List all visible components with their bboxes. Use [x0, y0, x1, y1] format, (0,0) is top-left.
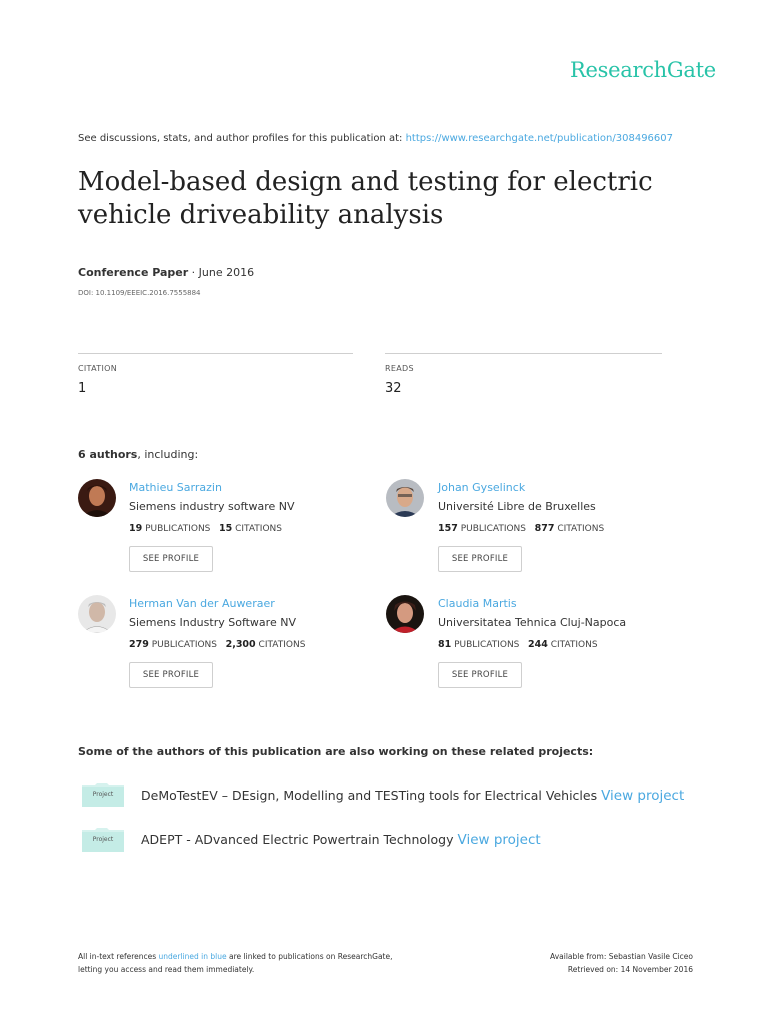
author-name-link[interactable]: Johan Gyselinck	[438, 481, 526, 494]
paper-doi[interactable]: DOI: 10.1109/EEEIC.2016.7555884	[78, 289, 201, 297]
discussion-text: See discussions, stats, and author profiles for this publication at:	[78, 133, 403, 144]
project-folder-icon	[81, 782, 125, 808]
paper-date: · June 2016	[188, 266, 255, 279]
author-stats	[438, 639, 598, 650]
author-stats	[129, 523, 282, 534]
avatar[interactable]	[386, 595, 424, 633]
see-profile-button[interactable]: SEE PROFILE	[129, 662, 213, 688]
publication-url-link[interactable]: https://www.researchgate.net/publication/308496607	[405, 133, 674, 144]
avatar[interactable]	[78, 479, 116, 517]
authors-suffix: , including:	[137, 448, 199, 461]
person-photo-icon	[386, 479, 424, 517]
project-item	[141, 788, 684, 804]
publications-count: 157	[438, 523, 458, 534]
author-stats	[438, 523, 604, 534]
footer-left-text-2: are linked to publications on ResearchGate,	[229, 952, 393, 961]
footer-left-text: All in-text references	[78, 952, 157, 961]
footer-retrieved-on: Retrieved on: 14 November 2016	[567, 965, 693, 974]
see-profile-button[interactable]: SEE PROFILE	[129, 546, 213, 572]
citation-value: 1	[78, 381, 87, 396]
footer-available-from: Available from: Sebastian Vasile Ciceo	[550, 952, 693, 961]
author-institution: Université Libre de Bruxelles	[438, 500, 596, 513]
author-name-link[interactable]: Herman Van der Auweraer	[129, 597, 275, 610]
publications-label: PUBLICATIONS	[145, 524, 211, 534]
publications-label: PUBLICATIONS	[151, 640, 217, 650]
author-name-link[interactable]: Claudia Martis	[438, 597, 517, 610]
publications-count: 19	[129, 523, 143, 534]
footer-right	[550, 950, 693, 976]
authors-count: 6 authors	[78, 448, 138, 461]
reads-value: 32	[385, 381, 402, 396]
author-institution: Universitatea Tehnica Cluj-Napoca	[438, 616, 627, 629]
project-item	[141, 832, 541, 848]
projects-heading: Some of the authors of this publication are also working on these related projects:	[78, 745, 594, 758]
author-institution: Siemens industry software NV	[129, 500, 295, 513]
avatar[interactable]	[386, 479, 424, 517]
view-project-link[interactable]: View project	[457, 832, 541, 848]
authors-heading	[78, 448, 198, 461]
author-name-link[interactable]: Mathieu Sarrazin	[129, 481, 222, 494]
citations-count: 2,300	[225, 639, 256, 650]
citation-label: CITATION	[78, 364, 117, 373]
citations-label: CITATIONS	[550, 640, 598, 650]
see-profile-button[interactable]: SEE PROFILE	[438, 546, 522, 572]
footer-left	[78, 950, 393, 976]
project-icon-label: Project	[92, 836, 114, 843]
publications-label: PUBLICATIONS	[460, 524, 526, 534]
author-stats	[129, 639, 305, 650]
person-photo-icon	[78, 595, 116, 633]
project-title: DeMoTestEV – DEsign, Modelling and TESTing tools for Electrical Vehicles	[141, 788, 598, 803]
publications-count: 279	[129, 639, 149, 650]
reads-divider	[385, 353, 662, 354]
researchgate-logo[interactable]: ResearchGate	[570, 58, 716, 82]
see-profile-button[interactable]: SEE PROFILE	[438, 662, 522, 688]
author-institution: Siemens Industry Software NV	[129, 616, 296, 629]
paper-meta	[78, 266, 254, 279]
person-photo-icon	[386, 595, 424, 633]
footer-underlined-link[interactable]: underlined in blue	[158, 952, 227, 961]
project-folder-icon	[81, 827, 125, 853]
citations-label: CITATIONS	[557, 524, 605, 534]
citations-count: 877	[534, 523, 555, 534]
paper-title: Model-based design and testing for electric vehicle driveability analysis	[78, 167, 653, 230]
view-project-link[interactable]: View project	[601, 788, 685, 804]
citations-count: 15	[218, 523, 233, 534]
citations-label: CITATIONS	[235, 524, 282, 534]
reads-label: READS	[385, 364, 414, 373]
avatar[interactable]	[78, 595, 116, 633]
project-title: ADEPT - ADvanced Electric Powertrain Technology	[141, 832, 454, 847]
citations-label: CITATIONS	[258, 640, 306, 650]
publications-label: PUBLICATIONS	[454, 640, 520, 650]
person-photo-icon	[78, 479, 116, 517]
project-icon-label: Project	[92, 791, 114, 798]
discussion-line	[78, 133, 673, 144]
publications-count: 81	[438, 639, 452, 650]
citation-divider	[78, 353, 353, 354]
footer-left-text-3: letting you access and read them immediately.	[78, 965, 255, 974]
paper-type: Conference Paper	[78, 266, 189, 279]
citations-count: 244	[527, 639, 548, 650]
